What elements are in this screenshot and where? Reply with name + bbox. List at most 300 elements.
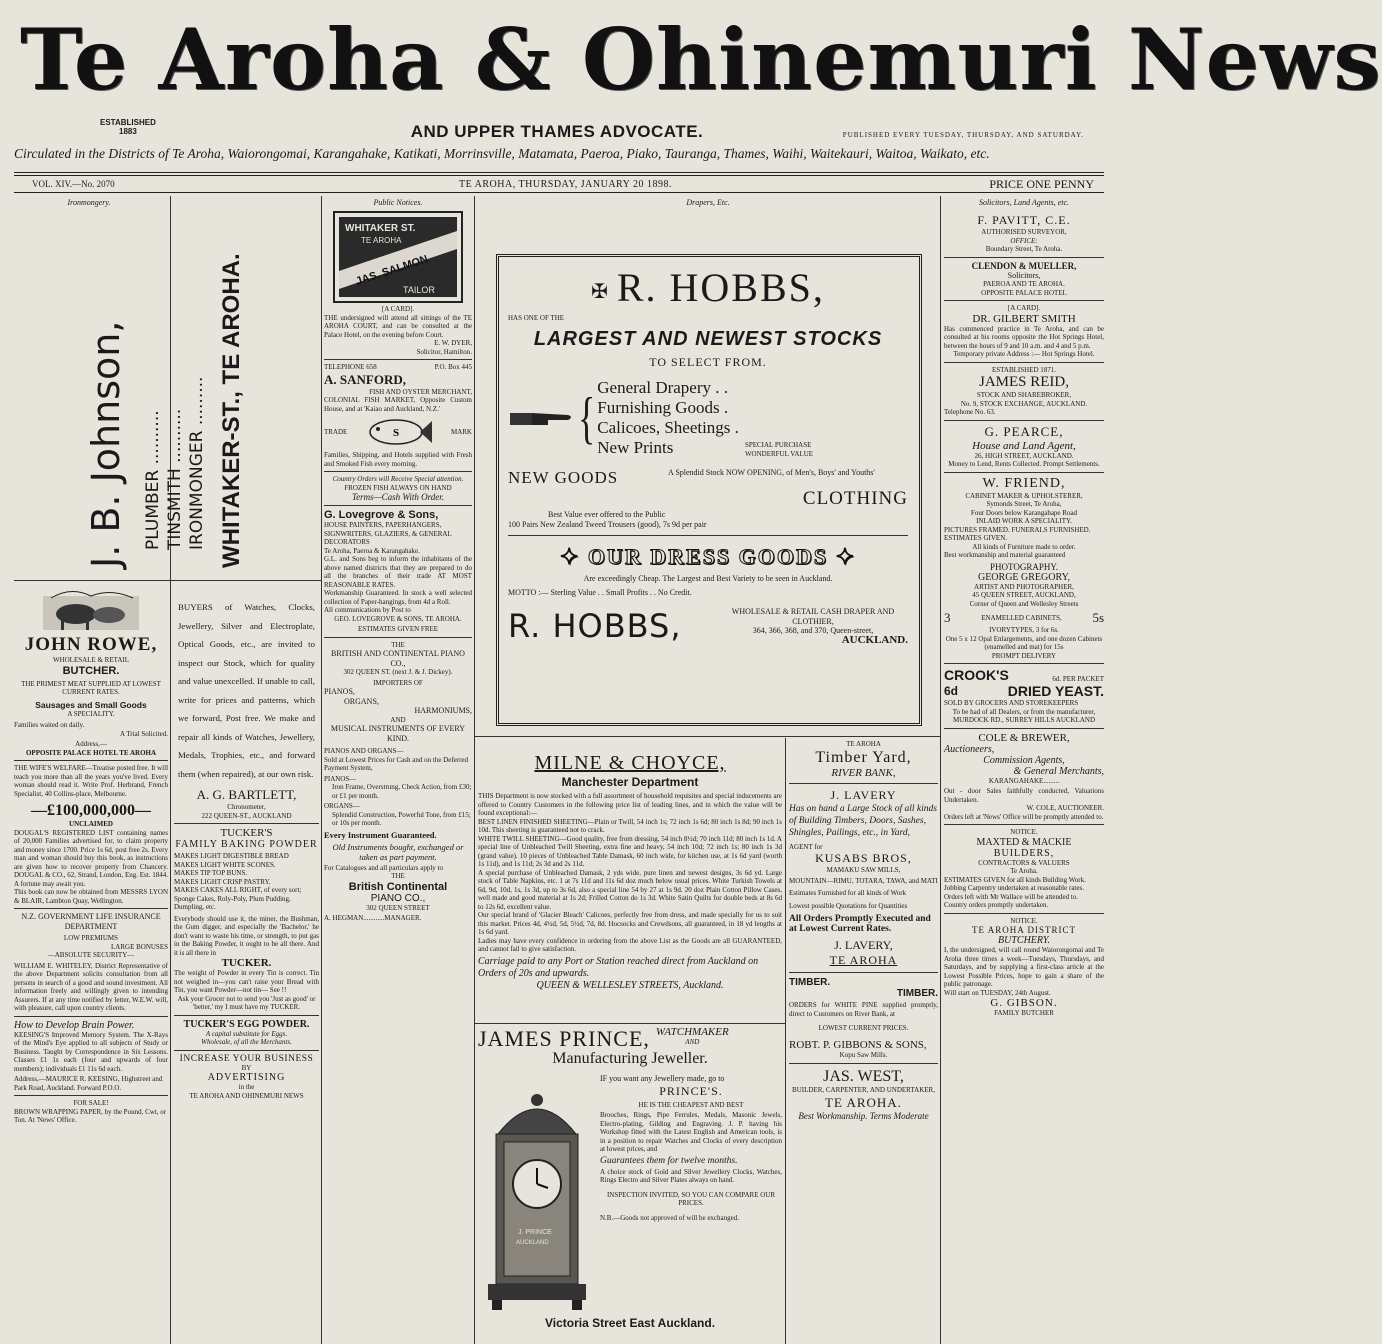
- rowe-specialty: A SPECIALITY.: [67, 709, 115, 718]
- tuckers-subheading: FAMILY BAKING POWDER: [175, 839, 318, 850]
- timber-stock: Has on hand a Large Stock of all kinds of Building Timbers, Doors, Sashes, Shingles, Pailings, etc., in Yard,: [789, 803, 937, 838]
- increase-heading: INCREASE YOUR BUSINESS: [179, 1053, 314, 1064]
- hobbs-new-goods: [508, 468, 908, 488]
- gregory-name: GEORGE GREGORY,: [977, 571, 1071, 583]
- section-rule: [944, 824, 1104, 825]
- prince-body: [478, 1074, 782, 1314]
- timber-lowest: LOWEST CURRENT PRICES.: [818, 1024, 909, 1032]
- hobbs-dress-goods-text: OUR DRESS GOODS: [587, 544, 829, 570]
- piano-address: 302 QUEEN ST. (next J. & J. Dickey).: [343, 668, 453, 676]
- johnson-name: J. B. Johnson,: [84, 320, 128, 568]
- rowe-name: JOHN ROWE,: [24, 634, 158, 655]
- pavitt-office-label: OFFICE:: [1010, 236, 1038, 245]
- reid-established: ESTABLISHED 1871.: [992, 365, 1056, 374]
- milne-text5: Our special brand of 'Glacier Bleach' Calicoes, perfectly free from dress, and made specially for us to suit this market. Prices 4d, 4½d, 5d, 5½d, 7d, 8d. Hocsocks and Crewdsons, all guaranteed, in 18 yd lengths at 1s 6d yard.: [478, 911, 782, 936]
- timber-lavery2: J. LAVERY,: [834, 938, 893, 952]
- newspaper-title: Te Aroha & Ohinemuri News: [20, 10, 1382, 109]
- johnson-trades: [142, 377, 208, 550]
- prince-text2: A choice stock of Gold and Silver Jewellery Clocks, Watches, Rings Electro and Silver Plates always on hand.: [600, 1167, 782, 1184]
- bartlett-trade: Chronometer,: [227, 803, 266, 811]
- sanford-frozen: FROZEN FISH ALWAYS ON HAND: [344, 483, 452, 492]
- section-rule: [474, 736, 940, 737]
- whitaker-street-label: WHITAKER ST.: [345, 223, 416, 234]
- masthead-rule-top2: [14, 175, 1104, 176]
- hobbs-dress-goods: [508, 544, 908, 570]
- lovegrove-estimates: ESTIMATES GIVEN FREE: [357, 625, 439, 633]
- hobbs-best-value: Best Value ever offered to the Public: [548, 510, 666, 520]
- piano-sign-the: THE: [391, 872, 405, 880]
- prince-text1: Brooches, Rings, Pipe Ferrules, Medals, Masonic Jewels, Electro-plating, Gilding and Engraving. J. P. having his Workshop fitted with the Latest English and American tools, is in a position to repair Watches and Clocks of every description at lowest prices, and: [600, 1111, 782, 1153]
- reid-title: STOCK AND SHAREBROKER,: [976, 391, 1072, 399]
- hobbs-advert: [478, 198, 938, 734]
- timber-kusabs: KUSABS BROS,: [815, 851, 912, 865]
- crooks-name: CROOK'S: [944, 667, 1009, 683]
- cabinets-row: [944, 610, 1104, 626]
- cabinets-label: ENAMELLED CABINETS,: [981, 613, 1062, 622]
- rowe-trial: A Trial Solicited.: [119, 729, 168, 738]
- million-headline: —£100,000,000—: [31, 802, 151, 819]
- egg-powder-heading: TUCKER'S EGG POWDER.: [183, 1018, 310, 1030]
- piano-list-item: HARMONIUMS,: [414, 706, 472, 715]
- smith-address: Temporary private Address :— Hot Springs Hotel.: [953, 350, 1095, 358]
- reid-address: No. 9, STOCK EXCHANGE, AUCKLAND.: [960, 399, 1088, 408]
- section-rule: [174, 823, 319, 824]
- column-divider: [940, 196, 941, 1344]
- sanford-country-orders: Country Orders will Receive Special attention.: [332, 475, 464, 483]
- pearce-name: G. PEARCE,: [984, 423, 1064, 439]
- timber-yard: Timber Yard,: [815, 748, 912, 766]
- cole-outdoor: Out - door Sales faithfully conducted, Valuations Undertaken.: [944, 787, 1104, 804]
- section-rule: [944, 663, 1104, 664]
- column-divider: [474, 196, 475, 1344]
- issue-date: TE AROHA, THURSDAY, JANUARY 20 1898.: [459, 179, 673, 190]
- section-header-solicitors: Solicitors, Land Agents, etc.: [978, 198, 1070, 207]
- increase-in: in the: [238, 1083, 255, 1091]
- prince-watchmaker: WATCHMAKER: [655, 1026, 729, 1038]
- tuckers-line: MAKES TIP TOP BUNS.: [174, 869, 248, 877]
- piano-sign-address: 302 QUEEN STREET: [366, 903, 430, 912]
- established-label: ESTABLISHED: [100, 118, 156, 127]
- lovegrove-name: G. Lovegrove & Sons,: [324, 509, 439, 521]
- timber-gibbons: ROBT. P. GIBBONS & SONS,: [789, 1038, 927, 1051]
- timber-river: RIVER BANK,: [831, 766, 896, 779]
- maxted-name: MAXTED & MACKIE: [976, 836, 1072, 848]
- friend-pictures: PICTURES FRAMED. FUNERALS FURNISHED. ESTIMATES GIVEN.: [944, 525, 1091, 542]
- prince-watchmaker-block: [656, 1026, 729, 1047]
- hobbs-goods-item: General Drapery . .: [597, 378, 729, 398]
- section-rule: [474, 1023, 785, 1024]
- rowe-address: OPPOSITE PALACE HOTEL TE AROHA: [25, 748, 157, 757]
- section-rule: [944, 728, 1104, 729]
- piano-sign: British Continental: [348, 880, 448, 893]
- issue-price: PRICE ONE PENNY: [989, 177, 1094, 191]
- rowe-text: THE PRIMEST MEAT SUPPLIED AT LOWEST CURRENT RATES.: [21, 679, 161, 696]
- brain-address: Address,—MAURICE R. KEESING, Highstreet and Park Road, Auckland. Forward P.O.O.: [14, 1075, 163, 1092]
- dyer-name: E. W. DYER,: [434, 339, 472, 347]
- pointing-hand-icon: [508, 403, 578, 433]
- card-label: [A CARD].: [381, 305, 415, 313]
- insurance-low: LOW PREMIUMS: [63, 934, 119, 942]
- milne-text1: THIS Department is now stocked with a full assortment of household requisites and special inducements are offered to Country Customers in the following price list of leading lines, and in which the value will be found exceptional:—: [478, 792, 782, 817]
- section-rule: [789, 783, 938, 784]
- cabinets-left: 3: [944, 610, 951, 625]
- milne-dept: Manchester Department: [561, 775, 699, 789]
- timber-mills: MAMAKU SAW MILLS,: [826, 866, 901, 874]
- brace-icon: {: [578, 386, 596, 451]
- publication-days: PUBLISHED EVERY TUESDAY, THURSDAY, AND SATURDAY.: [842, 131, 1084, 139]
- maxted-town: Te Aroha.: [1010, 867, 1038, 875]
- lovegrove-text: G.L. and Sons beg to inform the inhabitants of the above named districts that they are prepared to do all the branches of their trade AT MOST REASONABLE RATES.: [324, 555, 472, 589]
- hobbs-trousers: 100 Pairs New Zealand Tweed Trousers (good), 7s 9d per pair: [508, 519, 707, 529]
- prince-nb: N.B.—Goods not approved of will be exchanged.: [600, 1213, 739, 1222]
- section-rule: [14, 1095, 168, 1096]
- hobbs-goods: [597, 378, 739, 458]
- timber-orders: All Orders Promptly Executed and at Lowest Current Rates.: [789, 914, 931, 934]
- section-rule: [508, 535, 908, 536]
- crooks-dealers: To be had of all Dealers, or from the manufacturer,: [952, 707, 1096, 716]
- section-rule: [789, 972, 938, 973]
- pavitt-name: F. PAVITT, C.E.: [977, 213, 1071, 227]
- fish-trademark: [324, 415, 472, 449]
- johnson-trade-plumber: PLUMBER ..........: [143, 410, 163, 550]
- hobbs-content: [508, 266, 908, 645]
- lovegrove-workmanship: Workmanship Guaranteed. In stock a well selected collection of Paper-hangings, from 4d a Roll.: [324, 589, 472, 606]
- sale-text: BROWN WRAPPING PAPER, by the Pound, Cwt, or Ton. At 'News' Office.: [14, 1107, 167, 1124]
- clendon-title: Solicitors,: [1007, 270, 1041, 280]
- section-header-drapers: Drapers, Etc.: [686, 198, 730, 207]
- gregory-ivory: IVORYTYPES, 3 for 6s.: [989, 626, 1059, 634]
- reid-telephone: Telephone No. 63.: [944, 408, 996, 416]
- star-icon: ✦: [559, 544, 588, 570]
- hobbs-goods-block: [508, 378, 908, 458]
- section-rule: [14, 580, 321, 581]
- cattle-illustration: [41, 584, 141, 634]
- prince-intro: IF you want any Jewellery made, go to: [600, 1074, 725, 1083]
- piano-list-item: ORGANS,: [344, 696, 379, 706]
- maxted-jobbing: Jobbing Carpentry undertaken at reasonable rates.: [944, 884, 1084, 892]
- timber-woods: MOUNTAIN—RIMU, TOTARA, TAWA, and MATI: [789, 876, 938, 885]
- section-header-public-notices: Public Notices.: [373, 198, 423, 207]
- organs-label: ORGANS—: [324, 802, 360, 810]
- gregory-corner: Corner of Queen and Wellesley Streets: [969, 599, 1079, 608]
- timber-kopu: Kopu Saw Mills.: [839, 1050, 888, 1059]
- piano-heading: BRITISH AND CONTINENTAL PIANO CO.,: [331, 649, 465, 668]
- gregory-title: ARTIST AND PHOTOGRAPHER,: [974, 582, 1074, 591]
- piano-list-item: AND: [390, 715, 406, 724]
- tuckers-grocer: Ask your Grocer not to send you 'Just as good' or 'better,' my I must have my TUCKER.: [177, 994, 316, 1011]
- west-trades: BUILDER, CARPENTER, AND UNDERTAKER,: [792, 1086, 935, 1094]
- johnson-advert: [14, 198, 320, 578]
- hobbs-special: SPECIAL PURCHASE WONDERFUL VALUE: [744, 441, 814, 458]
- prince-name: JAMES PRINCE,: [478, 1026, 650, 1051]
- hobbs-wholesale: WHOLESALE & RETAIL CASH DRAPER AND CLOTHIER,: [731, 607, 895, 626]
- clock-label-maker: J. PRINCE: [518, 1229, 552, 1236]
- newspaper-subtitle: AND UPPER THAMES ADVOCATE.: [410, 122, 704, 141]
- smith-text: Has commenced practice in Te Aroha, and can be consulted at his rooms opposite the Hot Springs Hotel, between the hours of 9 and 10 a.m. and 4 and 5 p.m.: [944, 324, 1104, 350]
- hobbs-motto: MOTTO :— Sterling Value . . Small Profits . . No Credit.: [508, 587, 692, 597]
- notice-label: NOTICE.: [1010, 828, 1038, 836]
- milne-carriage: Carriage paid to any Port or Station reached direct from Auckland on Orders of 20s and upwards.: [478, 955, 759, 979]
- increase-paper: TE AROHA AND OHINEMURI NEWS: [189, 1091, 304, 1100]
- dyer-title: Solicitor, Hamilton.: [416, 347, 472, 356]
- dyer-text: THE undersigned will attend all sittings of the TE AROHA COURT, and can be consulted at the Palace Hotel, on the evening before Court.: [324, 313, 472, 339]
- section-rule: [789, 1063, 938, 1064]
- section-rule: [944, 362, 1104, 363]
- masthead-rule-bottom: [14, 192, 1104, 193]
- section-rule: [944, 420, 1104, 421]
- lovegrove-trades: HOUSE PAINTERS, PAPERHANGERS, SIGNWRITERS, GLAZIERS, & GENERAL DECORATORS: [324, 521, 452, 546]
- west-town: TE AROHA.: [825, 1094, 902, 1110]
- mark-label: MARK: [450, 427, 472, 436]
- piano-sign2: PIANO CO.,: [370, 892, 426, 904]
- increase-by: BY: [241, 1063, 252, 1072]
- hobbs-new-goods-label: NEW GOODS: [508, 468, 619, 488]
- bartlett-advert-text: BUYERS of Watches, Clocks, Jewellery, Silver and Electroplate, Optical Goods, etc., are invited to inspect our Stock, which for quality and value unexcelled. If unable to call, write for prices and patterns, which we forward, Post free. We make and repair all kinds of Watches, Jewellery, Medals, Trophies, etc., and forward them (when repaired), at our own risk.: [178, 602, 315, 779]
- pianos-organs-label: PIANOS AND ORGANS—: [324, 747, 404, 755]
- column-divider: [785, 738, 786, 1344]
- prince-princes: PRINCE'S.: [659, 1083, 723, 1098]
- photo-heading: PHOTOGRAPHY.: [990, 561, 1058, 572]
- piano-guaranteed: Every Instrument Guaranteed.: [324, 829, 437, 840]
- maxted-country: Country orders promptly undertaken.: [944, 901, 1049, 909]
- rowe-families: Families waited on daily.: [14, 721, 85, 729]
- clendon-towns: PAEROA AND TE AROHA.: [983, 280, 1065, 288]
- gregory-delivery: PROMPT DELIVERY: [991, 651, 1057, 660]
- star-icon: ✦: [828, 544, 857, 570]
- hobbs-clothing: CLOTHING: [802, 488, 908, 510]
- timber-town: TE AROHA: [829, 953, 898, 967]
- timber-quotations: Lowest possible Quotations for Quantities: [789, 901, 908, 910]
- established-year: 1883: [119, 127, 137, 136]
- rowe-address-label: Address,—: [75, 740, 107, 748]
- notice2-label: NOTICE.: [1010, 916, 1038, 925]
- cole-orders: Orders left at 'News' Office will be promptly attended to.: [944, 812, 1104, 821]
- friend-best: Best workmanship and material guaranteed: [944, 551, 1066, 559]
- column-divider: [321, 196, 322, 1344]
- cross-icon: ✠: [591, 280, 617, 303]
- sale-heading: FOR SALE!: [73, 1099, 109, 1107]
- section-rule: [14, 908, 168, 909]
- sanford-market: COLONIAL FISH MARKET, Opposite Custom House, and at 'Kaiao and Auckland, N.Z.': [324, 396, 472, 413]
- insurance-security: —ABSOLUTE SECURITY—: [47, 951, 135, 959]
- timber-agent: AGENT for: [789, 842, 823, 851]
- maxted-estimates: ESTIMATES GIVEN for all kinds Building Work.: [944, 875, 1086, 884]
- column-5: [789, 740, 938, 1344]
- prince-header: [478, 1026, 782, 1052]
- pearce-address: 26, HIGH STREET, AUCKLAND.: [974, 451, 1074, 460]
- sanford-trade: FISH AND OYSTER MERCHANT,: [369, 387, 472, 396]
- tuckers-lines: [174, 852, 319, 912]
- section-rule: [324, 505, 472, 506]
- column-6: [944, 198, 1104, 1344]
- pianos-label: PIANOS—: [324, 774, 357, 783]
- organs-text: Splendid Construction, Powerful Tone, from £15; or 10s per month.: [332, 810, 471, 827]
- cole-name: COLE & BREWER,: [978, 731, 1070, 744]
- butchery-text: I, the undersigned, will call round Waiorongomai and Te Aroha three times a week—Tuesdays, Thursdays, and Saturdays, and by supplying a first-class article at the Lowest Possible Prices, hope to gain a share of the public patronage.: [944, 946, 1104, 988]
- piano-list-item: PIANOS,: [324, 687, 355, 696]
- bartlett-address: 222 QUEEN-ST., AUCKLAND: [201, 811, 292, 820]
- cole-general: & General Merchants,: [1013, 765, 1104, 777]
- smith-card: [A CARD].: [1007, 304, 1041, 312]
- timber-label2: TIMBER.: [896, 988, 938, 999]
- unclaimed-obtained: This book can now be obtained from MESSRS LYON & BLAIR, Lambton Quay, Wellington.: [14, 888, 168, 905]
- section-rule: [14, 1016, 168, 1017]
- rowe-sausages: Sausages and Small Goods: [35, 699, 147, 710]
- prince-invited: INSPECTION INVITED, SO YOU CAN COMPARE OUR PRICES.: [606, 1190, 776, 1207]
- pavitt-title: AUTHORISED SURVEYOR,: [981, 228, 1067, 236]
- section-rule: [174, 1050, 319, 1051]
- crooks-yeast-label: DRIED YEAST.: [1007, 683, 1104, 699]
- timber-lavery: J. LAVERY: [830, 787, 897, 802]
- prince-guarantee: Guarantees them for twelve months.: [600, 1155, 738, 1166]
- hobbs-has-one: HAS ONE OF THE: [508, 313, 565, 322]
- lovegrove-towns: Te Aroha, Paeroa & Karangahake.: [324, 546, 420, 555]
- prince-advert: [478, 1026, 782, 1344]
- sanford-contact: [324, 363, 472, 372]
- pearce-title: House and Land Agent,: [972, 439, 1076, 452]
- johnson-trade-tinsmith: TINSMITH ..........: [165, 408, 185, 550]
- section-rule: [174, 1015, 319, 1016]
- timber-label1: TIMBER.: [789, 977, 831, 988]
- column-1: [14, 584, 168, 1344]
- prince-street: Victoria Street East Auckland.: [544, 1316, 716, 1330]
- salmon-tailor-sign: [333, 211, 463, 303]
- hobbs-new-goods-text: A Splendid Stock NOW OPENING, of Men's, Boys' and Youths': [668, 468, 875, 478]
- reid-name: JAMES REID,: [978, 374, 1069, 390]
- welfare-advert: THE WIFE'S WELFARE—Treatise posted free. It will teach you more than all the years you've lived. Every woman should read it. Write Prof. Herbrand, French Specialist, 40 Collins-place, Melbourne.: [14, 764, 169, 798]
- hobbs-goods-item: Calicoes, Sheetings .: [597, 418, 739, 438]
- tuckers-line: MAKES LIGHT WHITE SCONES.: [174, 860, 276, 869]
- tuckers-name: TUCKER.: [221, 957, 272, 969]
- rowe-trade: BUTCHER.: [62, 664, 120, 677]
- rowe-description: WHOLESALE & RETAIL: [52, 656, 130, 664]
- hobbs-goods-item: Furnishing Goods .: [597, 398, 729, 418]
- hobbs-city: AUCKLAND.: [841, 633, 908, 646]
- fish-icon: [364, 415, 434, 449]
- piano-catalogues: For Catalogues and all particulars apply to: [324, 863, 443, 872]
- brain-text: KEESING'S Improved Memory System. The X-Rays of the Mind's Eye applied to all subjects of Study or Business. Taught by Correspondence in Six Lessons. Classes £1 1s each (four and upwards of four members); individuals £1 11s 6d each.: [14, 1030, 168, 1073]
- tuckers-weight: The weight of Powder in every Tin is correct. Tin not weighed in—you can't raise your Bread with Tin, you want Powder—not tin— See !!: [174, 969, 319, 994]
- cole-signature: W. COLE, AUCTIONEER.: [1026, 804, 1104, 812]
- piano-list: [324, 687, 472, 743]
- lovegrove-communications: All communications by Post to: [324, 606, 411, 614]
- circulation-line: Circulated in the Districts of Te Aroha, Waiorongomai, Karangahake, Katikati, Morrinsville, Matamata, Paeroa, Piako, Tauranga, Thames, Waihi, Waitekauri, Waitoa, Waikato, etc.: [14, 146, 990, 161]
- brain-heading: How to Develop Brain Power.: [14, 1019, 135, 1031]
- hobbs-select: TO SELECT FROM.: [649, 355, 767, 370]
- hobbs-name2: R. HOBBS,: [508, 607, 682, 646]
- bartlett-name: A. G. BARTLETT,: [196, 787, 297, 802]
- insurance-heading: N.Z. GOVERNMENT LIFE INSURANCE DEPARTMENT: [21, 912, 161, 931]
- fish-letter: S: [393, 427, 400, 439]
- section-rule: [14, 760, 168, 761]
- hobbs-name-text: R. HOBBS,: [616, 265, 825, 310]
- lovegrove-signature: GEO. LOVEGROVE & SONS, TE AROHA.: [334, 614, 462, 623]
- sanford-terms: Terms—Cash With Order.: [351, 492, 445, 502]
- section-rule: [324, 637, 472, 638]
- column-3: [324, 198, 472, 1344]
- masthead: [0, 0, 1382, 200]
- gibson-title: FAMILY BUTCHER: [994, 1009, 1054, 1017]
- butchery-title: BUTCHERY.: [998, 935, 1050, 946]
- hobbs-largest: LARGEST AND NEWEST STOCKS: [533, 328, 883, 351]
- crooks-yeast: [944, 683, 1104, 699]
- hobbs-name: [508, 266, 908, 314]
- crooks-murdock: MURDOCK RD., SURREY HILLS AUCKLAND: [952, 716, 1096, 724]
- crooks-sold: SOLD BY GROCERS AND STOREKEEPERS: [944, 699, 1079, 707]
- section-rule: [944, 472, 1104, 473]
- hobbs-dress-text: Are exceedingly Cheap. The Largest and Best Variety to be seen in Auckland.: [583, 574, 833, 584]
- section-header-ironmongery: Ironmongery.: [67, 198, 111, 207]
- smith-name: DR. GILBERT SMITH: [972, 312, 1076, 325]
- friend-title: CABINET MAKER & UPHOLSTERER,: [965, 491, 1083, 500]
- milne-name: MILNE & CHOYCE,: [534, 752, 726, 774]
- west-name: JAS. WEST,: [823, 1068, 904, 1085]
- tuckers-heading: TUCKER'S: [220, 827, 273, 839]
- section-rule: [944, 300, 1104, 301]
- increase-advertising: ADVERTISING: [207, 1072, 286, 1083]
- maxted-wallace: Orders left with Mr Wallace will be attended to.: [944, 892, 1079, 901]
- sanford-telephone: TELEPHONE 658: [324, 363, 377, 371]
- insurance-bonus: LARGE BONUSES: [111, 942, 168, 951]
- clock-illustration: [478, 1074, 596, 1314]
- piano-list-item: MUSICAL INSTRUMENTS OF EVERY KIND.: [330, 724, 466, 743]
- milne-choyce-advert: [478, 740, 782, 1022]
- milne-text6: Ladies may have every confidence in ordering from the above List as the Goods are all GUARANTEED, and cannot fail to give satisfaction.: [478, 936, 782, 953]
- milne-text4: A special purchase of Unbleached Damask, 2 yds wide, pure linen and newest designs, 3s 6d yd. Large stock of Table Napkins, etc. 1 at 7s 11d and 11s 6d doz much below usual prices. White Turkish Towels at 6d, 9d, 10d, 1s, 1s 3d, up to 3s 6d, also a special line 54 by 27 at 1s 9d. 20 doz Plain Cotton Pillow Cases, well made and good material at 1s 2d; Frilled Cotton do 1s 3d. White Satin Quilts for double beds at 8s 6d to 12s 6d, excellent value.: [478, 868, 782, 911]
- cabinets-right: 5s: [1092, 610, 1104, 625]
- prince-cheapest: HE IS THE CHEAPEST AND BEST: [638, 1100, 744, 1109]
- piano-manager: A. HEGMAN............MANAGER.: [324, 914, 422, 922]
- crooks-header: [944, 667, 1104, 683]
- milne-street: QUEEN & WELLESLEY STREETS, Auckland.: [536, 979, 724, 991]
- sanford-name: A. SANFORD,: [324, 371, 406, 387]
- cole-commission: Commission Agents,: [983, 754, 1065, 766]
- friend-doors: Four Doors below Karangahape Road: [970, 508, 1078, 517]
- cole-auctioneers: Auctioneers,: [944, 743, 995, 755]
- unclaimed-text: DOUGAL'S REGISTERED LIST containing names of 20,000 Families advertised for, to claim property and money since 1700. Price 1s 6d, post free 2s. Every man and woman should buy this book, as instructions are given how to recover property from Chancery. DOUGAL & CO., 62, Strand, London, Eng. Est. 1844. A fortune may await you.: [14, 828, 168, 888]
- insurance-text: WILLIAM E. WHITELEY, District Representative of the above Department solicits consultation from all persons in search of a good and sound investment. All information freely and willingly given to intending Assurers. If at any time notified by letter, W.E.W. will, with pleasure, call upon country clients.: [14, 961, 168, 1012]
- section-rule: [324, 471, 472, 472]
- hobbs-footer: [508, 607, 908, 645]
- friend-name: W. FRIEND,: [982, 475, 1066, 491]
- friend-furniture: All kinds of Furniture made to order.: [972, 542, 1076, 551]
- pavitt-address: Boundary Street, Te Aroha.: [985, 245, 1063, 253]
- volume-number: VOL. XIV.—No. 2070: [32, 179, 115, 189]
- egg-powder-text: A capital substitute for Eggs.: [205, 1029, 288, 1038]
- section-rule: [944, 913, 1104, 914]
- friend-inlaid: INLAID WORK A SPECIALITY.: [976, 517, 1072, 525]
- johnson-trade-ironmonger: IRONMONGER .........: [187, 376, 207, 550]
- timber-section: TE AROHA: [846, 740, 881, 748]
- hobbs-address: 364, 366, 368, and 370, Queen-street,: [752, 626, 874, 636]
- prince-text-block: [596, 1074, 782, 1314]
- crooks-sixd: 6d: [944, 684, 959, 698]
- gregory-enlargement: One 5 x 12 Opal Enlargements, and one dozen Cabinets (enamelled and mat) for 15s: [945, 634, 1103, 651]
- tuckers-line: MAKES CAKES ALL RIGHT, of every sort; Sponge Cakes, Roly-Poly, Plum Pudding, Dumpling, etc.: [174, 886, 302, 911]
- piano-importers: IMPORTERS OF: [373, 678, 423, 687]
- clock-label-city: AUCKLAND: [516, 1240, 549, 1246]
- hobbs-goods-item: New Prints: [597, 438, 674, 458]
- gibson-name: G. GIBSON.: [990, 997, 1058, 1009]
- pearce-text: Money to Lend, Rents Collected. Prompt Settlements.: [948, 460, 1100, 468]
- clendon-address: OPPOSITE PALACE HOTEL: [981, 288, 1067, 297]
- sanford-families: Families, Shipping, and Hotels supplied with Fresh and Smoked Fish every morning.: [324, 451, 472, 468]
- piano-old-instruments: Old Instruments bought, exchanged or taken as part payment.: [332, 841, 464, 862]
- friend-address: Symonds Street, Te Aroha,: [986, 500, 1062, 508]
- unclaimed-label: UNCLAIMED: [69, 820, 113, 828]
- butchery-start: Will start on TUESDAY, 24th August.: [944, 988, 1051, 997]
- whitaker-town-label: TE AROHA: [361, 236, 402, 245]
